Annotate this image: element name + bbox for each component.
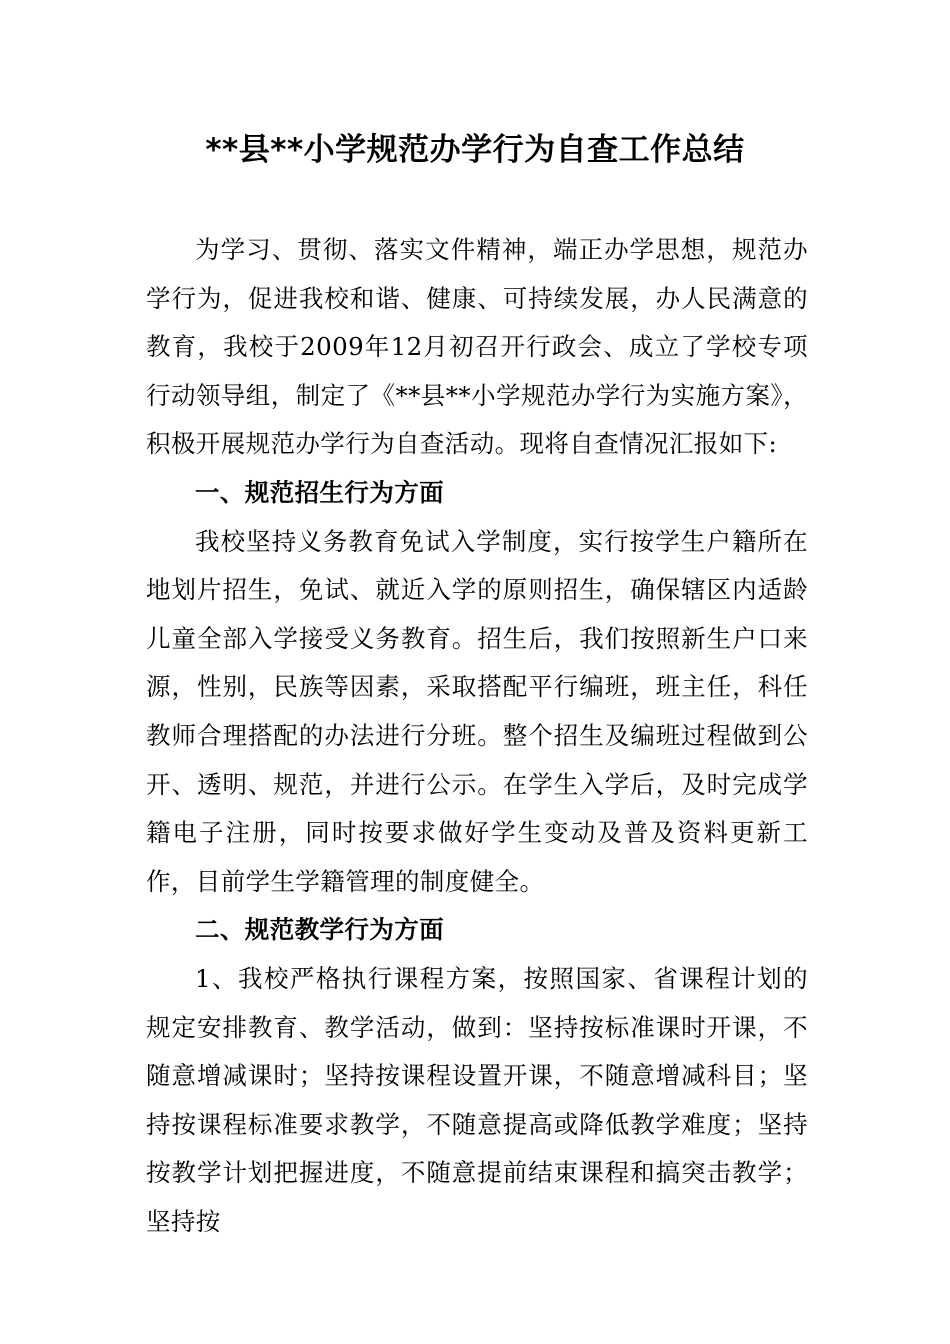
document-body [146, 226, 808, 1246]
enrollment-paragraph: 我校坚持义务教育免试入学制度，实行按学生户籍所在地划片招生，免试、就近入学的原则招生，确保辖区内适龄儿童全部入学接受义务教育。招生后，我们按照新生户口来源，性别，民族等因素，采取搭配平行编班，班主任，科任教师合理搭配的办法进行分班。整个招生及编班过程做到公开、透明、规范，并进行公示。在学生入学后，及时完成学籍电子注册，同时按要求做好学生变动及普及资料更新工作，目前学生学籍管理的制度健全。 [146, 526, 808, 896]
teaching-paragraph: 1、我校严格执行课程方案，按照国家、省课程计划的规定安排教育、教学活动，做到：坚持按标准课时开课，不随意增减课时；坚持按课程设置开课，不随意增减科目；坚持按课程标准要求教学，不随意提高或降低教学难度；坚持按教学计划把握进度，不随意提前结束课程和搞突击教学；坚持按 [146, 963, 808, 1236]
section-heading-teaching: 二、规范教学行为方面 [195, 915, 444, 945]
intro-paragraph: 为学习、贯彻、落实文件精神，端正办学思想，规范办学行为，促进我校和谐、健康、可持续发展，办人民满意的教育，我校于2009年12月初召开行政会、成立了学校专项行动领导组，制定了《**县**小学规范办学行为实施方案》，积极开展规范办学行为自查活动。现将自查情况汇报如下: [146, 235, 808, 459]
section-heading-enrollment: 一、规范招生行为方面 [195, 477, 444, 507]
document-title: **县**小学规范办学行为自查工作总结 [205, 132, 745, 168]
